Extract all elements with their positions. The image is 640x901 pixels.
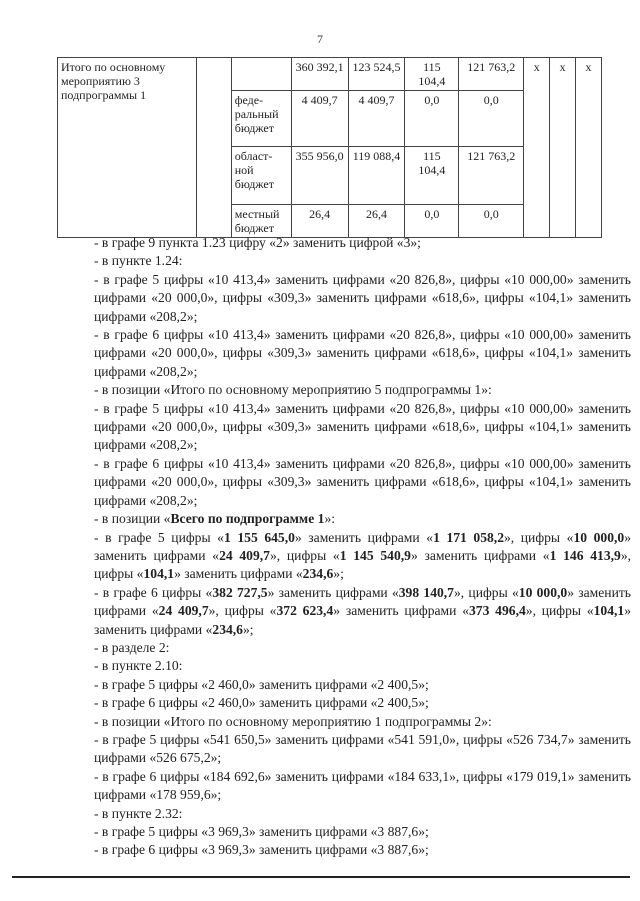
table-cell: 355 956,0 [291,147,348,205]
page-number: 7 [317,32,323,46]
document-body [64,234,631,860]
table-cell: 119 088,4 [348,147,405,205]
budget-table [57,57,602,238]
paragraph: - в графе 6 цифры «184 692,6» заменить цифрами «184 633,1», цифры «179 019,1» заменить цифрами «178 959,6»; [94,768,631,803]
bold-text: Всего по подпрограмме 1 [170,511,325,527]
text-run: - в позиции « [94,511,171,527]
paragraph: - в разделе 2: [94,639,170,655]
text-run: » заменить цифрами « [174,566,303,582]
paragraph: - в пункте 2.10: [94,658,183,674]
table-cell: 4 409,7 [348,91,405,147]
text-run: - в графе 5 цифры « [94,529,224,545]
text-run: », цифры « [504,529,574,545]
paragraph: - в пункте 1.24: [94,253,183,269]
table-cell: 0,0 [459,91,524,147]
paragraph: - в графе 6 цифры «2 460,0» заменить цифрами «2 400,5»; [94,695,429,711]
paragraph: - в графе 5 цифры «3 969,3» заменить цифрами «3 887,6»; [94,824,429,839]
table-cell: 360 392,1 [291,58,348,91]
text-run: » заменить цифрами « [267,584,399,600]
table-cell: 0,0 [459,205,524,238]
table-cell: х [550,58,576,238]
bold-number: 382 727,5 [212,584,268,600]
table-cell: х [524,58,550,238]
paragraph: - в графе 5 цифры «2 460,0» заменить цифрами «2 400,5»; [94,676,429,692]
bold-number: 373 496,4 [469,603,526,619]
table-cell: 123 524,5 [348,58,405,91]
paragraph: - в позиции «Итого по основному мероприятию 1 подпрограммы 2»: [94,713,492,729]
bold-number: 1 146 413,9 [549,547,621,563]
text-run: » заменить цифрами « [94,603,632,637]
text-run: », цифры « [269,547,340,563]
table-title-cell: Итого по основному мероприятию 3 подпрограммы 1 [58,58,197,238]
table-cell: 0,0 [405,91,459,147]
bold-number: 24 409,7 [219,547,270,563]
bold-number: 24 409,7 [158,603,209,619]
paragraph: - в пункте 2.32: [94,805,183,821]
text-run: » заменить цифрами « [294,529,434,545]
table-row [58,58,602,91]
table-cell [231,58,291,91]
table-cell: 115 104,4 [405,58,459,91]
paragraph [64,584,631,639]
bold-number: 1 171 058,2 [433,529,504,545]
text-run: », цифры « [525,603,594,619]
table-cell: 26,4 [291,205,348,238]
paragraph: - в графе 9 пункта 1.23 цифру «2» заменить цифрой «3»; [94,235,421,250]
bold-number: 10 000,0 [573,529,625,545]
paragraph: - в графе 6 цифры «3 969,3» заменить цифрами «3 887,6»; [94,842,429,858]
paragraph [64,529,631,584]
text-run: », цифры « [453,584,519,600]
table-cell: феде-ральный бюджет [231,91,291,147]
paragraph: - в графе 5 цифры «10 413,4» заменить цифрами «20 826,8», цифры «10 000,00» заменить цифрами «20 000,0», цифры «309,3» заменить цифрами «618,6», цифры «104,1» заменить цифрами «208,2»; [94,400,631,453]
table-cell: област-ной бюджет [231,147,291,205]
paragraph: - в графе 6 цифры «10 413,4» заменить цифрами «20 826,8», цифры «10 000,00» заменить цифрами «20 000,0», цифры «309,3» заменить цифрами «618,6», цифры «104,1» заменить цифрами «208,2»; [94,327,631,379]
table-cell: 115 104,4 [405,147,459,205]
paragraph: - в графе 5 цифры «541 650,5» заменить цифрами «541 591,0», цифры «526 734,7» заменить цифрами «526 675,2»; [94,731,631,766]
bold-number: 234,6 [302,566,334,582]
text-run: » заменить цифрами « [94,529,632,563]
bold-number: 104,1 [143,566,175,582]
text-run: »; [333,566,344,582]
paragraph: - в графе 5 цифры «10 413,4» заменить цифрами «20 826,8», цифры «10 000,00» заменить цифрами «20 000,0», цифры «309,3» заменить цифрами «618,6», цифры «104,1» заменить цифрами «208,2»; [94,271,631,324]
bold-number: 104,1 [593,603,625,619]
table-cell: 121 763,2 [459,58,524,91]
bold-number: 10 000,0 [518,584,568,600]
paragraph: - в позиции «Итого по основному мероприятию 5 подпрограммы 1»: [94,382,492,398]
text-run: »: [324,511,336,527]
text-run: » заменить цифрами « [94,584,631,619]
text-run: », цифры « [94,547,632,582]
bold-number: 398 140,7 [398,584,454,600]
table-cell [196,58,231,238]
table-cell: местный бюджет [231,205,291,238]
bold-number: 1 145 540,9 [339,547,411,563]
text-run: » заменить цифрами « [333,603,469,619]
table-cell: х [576,58,602,238]
table-cell: 26,4 [348,205,405,238]
table-cell: 0,0 [405,205,459,238]
bold-number: 234,6 [212,621,243,637]
text-run: »; [242,621,254,637]
text-run: - в графе 6 цифры « [94,584,213,600]
table-cell: 121 763,2 [459,147,524,205]
bold-number: 1 155 645,0 [223,529,295,545]
bold-number: 372 623,4 [276,603,334,619]
text-run: » заменить цифрами « [410,547,550,563]
text-run: », цифры « [208,603,277,619]
paragraph: - в графе 6 цифры «10 413,4» заменить цифрами «20 826,8», цифры «10 000,00» заменить цифрами «20 000,0», цифры «309,3» заменить цифрами «618,6», цифры «104,1» заменить цифрами «208,2»; [94,455,631,508]
bottom-rule [12,876,630,878]
paragraph [64,510,631,528]
table-cell: 4 409,7 [291,91,348,147]
